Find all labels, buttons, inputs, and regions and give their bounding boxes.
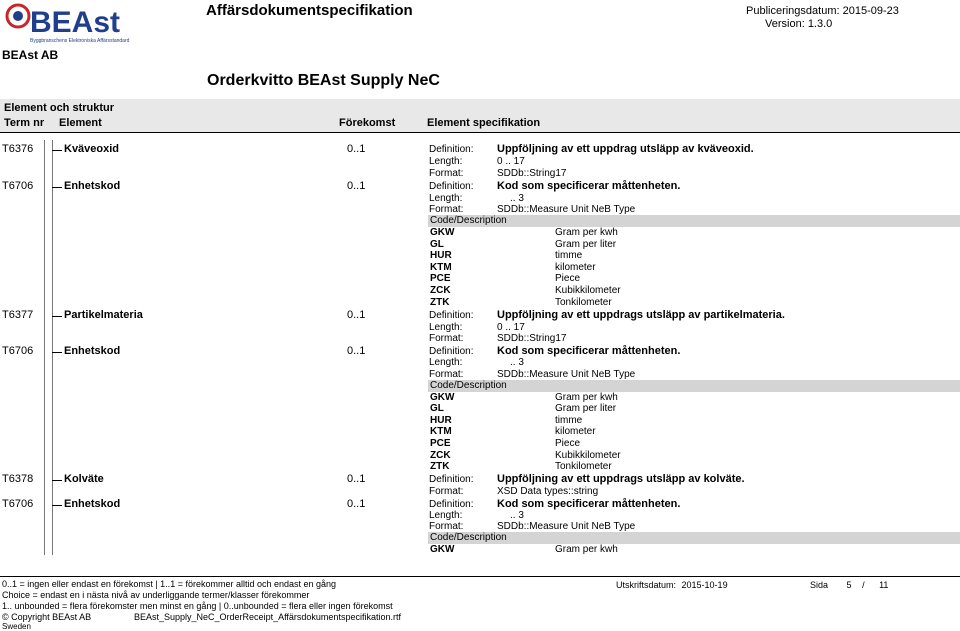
legend-occurrence: 0..1 = ingen eller endast en förekomst | 1..1 = förekommer alltid och endast en gång	[2, 579, 337, 589]
logo	[4, 2, 121, 42]
code: GKW	[430, 392, 455, 403]
length-value: .. 3	[510, 510, 524, 521]
col-element: Element	[59, 117, 102, 129]
code-desc: Gram per liter	[555, 239, 617, 250]
tree-branch	[52, 352, 62, 353]
element-name: Enhetskod	[64, 345, 121, 357]
code-description-bar	[428, 215, 960, 227]
page-indicator	[810, 580, 888, 590]
print-date-label: Utskriftsdatum:	[616, 580, 677, 590]
code: PCE	[430, 273, 451, 284]
code: ZCK	[430, 285, 451, 296]
code: ZTK	[430, 461, 450, 472]
term-number: T6376	[2, 143, 34, 155]
length-label: Length:	[429, 510, 463, 521]
occurrence: 0..1	[347, 498, 366, 510]
definition-label: Definition:	[429, 499, 474, 510]
version	[765, 18, 832, 30]
definition-text: Kod som specificerar måttenheten.	[497, 345, 681, 357]
length-value: .. 3	[510, 193, 524, 204]
code-desc: timme	[555, 250, 583, 261]
code-description-bar	[428, 380, 960, 392]
col-term: Term nr	[4, 117, 45, 129]
occurrence: 0..1	[347, 143, 366, 155]
version-label: Version:	[765, 18, 805, 30]
code: GL	[430, 239, 444, 250]
element-name: Enhetskod	[64, 180, 121, 192]
definition-text: Uppföljning av ett uppdrags utsläpp av partikelmateria.	[497, 309, 785, 321]
logo-subtitle: Byggbranschens Elektroniska Affärsstandard	[30, 38, 130, 44]
company-name: BEAst AB	[2, 48, 59, 62]
code-desc: kilometer	[555, 426, 596, 437]
tree-line-2	[52, 140, 53, 555]
code: HUR	[430, 415, 452, 426]
code-desc: timme	[555, 415, 583, 426]
legend-unbounded: 1.. unbounded = flera förekomster men minst en gång | 0..unbounded = flera eller ingen förekomst	[2, 601, 393, 611]
format-label: Format:	[429, 204, 464, 215]
code: KTM	[430, 262, 452, 273]
header-divider	[0, 132, 960, 133]
occurrence: 0..1	[347, 180, 366, 192]
element-name: Kolväte	[64, 473, 104, 485]
tree-branch	[52, 480, 62, 481]
tree-branch	[52, 187, 62, 188]
format-value: XSD Data types::string	[497, 486, 599, 497]
format-label: Format:	[429, 486, 464, 497]
legend-choice: Choice = endast en i nästa nivå av underliggande termer/klasser förekommer	[2, 590, 310, 600]
definition-label: Definition:	[429, 144, 474, 155]
term-number: T6706	[2, 180, 34, 192]
term-number: T6378	[2, 473, 34, 485]
pub-value: 2015-09-23	[842, 5, 899, 17]
length-label: Length:	[429, 193, 463, 204]
page-label: Sida	[810, 580, 829, 590]
code-desc: Gram per kwh	[555, 392, 618, 403]
code-desc: kilometer	[555, 262, 596, 273]
code-desc: Gram per kwh	[555, 227, 618, 238]
code-desc: Kubikkilometer	[555, 450, 621, 461]
print-date-value: 2015-10-19	[681, 580, 728, 590]
format-value: SDDb::Measure Unit NeB Type	[497, 521, 636, 532]
pub-label: Publiceringsdatum:	[746, 5, 840, 17]
occurrence: 0..1	[347, 345, 366, 357]
country: Sweden	[2, 622, 31, 631]
svg-text:BEAst: BEAst	[30, 6, 121, 39]
copyright: © Copyright BEAst AB	[2, 612, 92, 622]
page-separator: /	[862, 580, 865, 590]
format-label: Format:	[429, 369, 464, 380]
version-value: 1.3.0	[807, 18, 833, 30]
tree-line-1	[44, 140, 45, 555]
col-occurrence: Förekomst	[339, 117, 396, 129]
print-date	[616, 580, 728, 590]
definition-text: Uppföljning av ett uppdrags utsläpp av kolväte.	[497, 473, 745, 485]
format-label: Format:	[429, 333, 464, 344]
tree-branch	[52, 505, 62, 506]
definition-text: Kod som specificerar måttenheten.	[497, 180, 681, 192]
main-title: Orderkvitto BEAst Supply NeC	[207, 72, 440, 89]
definition-label: Definition:	[429, 181, 474, 192]
code: ZTK	[430, 297, 450, 308]
code-description-bar	[428, 532, 960, 544]
section-title: Element och struktur	[4, 102, 115, 114]
length-value: 0 .. 17	[497, 322, 525, 333]
occurrence: 0..1	[347, 309, 366, 321]
filename: BEAst_Supply_NeC_OrderReceipt_Affärsdokumentspecifikation.rtf	[134, 612, 401, 622]
format-value: SDDb::String17	[497, 333, 567, 344]
definition-label: Definition:	[429, 310, 474, 321]
code-desc: Gram per liter	[555, 403, 617, 414]
publication-date	[746, 5, 899, 17]
term-number: T6706	[2, 498, 34, 510]
format-value: SDDb::String17	[497, 168, 567, 179]
doc-title: Affärsdokumentspecifikation	[206, 2, 413, 19]
length-value: .. 3	[510, 357, 524, 368]
code: GKW	[430, 227, 455, 238]
code: PCE	[430, 438, 451, 449]
element-name: Partikelmateria	[64, 309, 143, 321]
format-label: Format:	[429, 168, 464, 179]
page-total: 11	[879, 580, 889, 590]
code-description-label: Code/Description	[430, 215, 507, 226]
code-description-label: Code/Description	[430, 380, 507, 391]
code: KTM	[430, 426, 452, 437]
code-desc: Tonkilometer	[555, 297, 612, 308]
element-name: Kväveoxid	[64, 143, 120, 155]
definition-text: Kod som specificerar måttenheten.	[497, 498, 681, 510]
code-desc: Tonkilometer	[555, 461, 612, 472]
term-number: T6377	[2, 309, 34, 321]
length-label: Length:	[429, 322, 463, 333]
code: HUR	[430, 250, 452, 261]
code: ZCK	[430, 450, 451, 461]
length-label: Length:	[429, 357, 463, 368]
code-desc: Piece	[555, 438, 581, 449]
format-value: SDDb::Measure Unit NeB Type	[497, 204, 636, 215]
code-description-label: Code/Description	[430, 532, 507, 543]
element-name: Enhetskod	[64, 498, 121, 510]
code-desc: Kubikkilometer	[555, 285, 621, 296]
code: GL	[430, 403, 444, 414]
format-value: SDDb::Measure Unit NeB Type	[497, 369, 636, 380]
tree-branch	[52, 150, 62, 151]
beast-logo-icon	[4, 2, 121, 42]
code-desc: Gram per kwh	[555, 544, 618, 555]
format-label: Format:	[429, 521, 464, 532]
definition-label: Definition:	[429, 474, 474, 485]
occurrence: 0..1	[347, 473, 366, 485]
code: GKW	[430, 544, 455, 555]
definition-label: Definition:	[429, 346, 474, 357]
col-spec: Element specifikation	[427, 117, 541, 129]
term-number: T6706	[2, 345, 34, 357]
length-label: Length:	[429, 156, 463, 167]
code-desc: Piece	[555, 273, 581, 284]
definition-text: Uppföljning av ett uppdrag utsläpp av kväveoxid.	[497, 143, 754, 155]
tree-branch	[52, 316, 62, 317]
length-value: 0 .. 17	[497, 156, 525, 167]
footer-divider	[0, 576, 960, 577]
page-number: 5	[846, 580, 852, 590]
